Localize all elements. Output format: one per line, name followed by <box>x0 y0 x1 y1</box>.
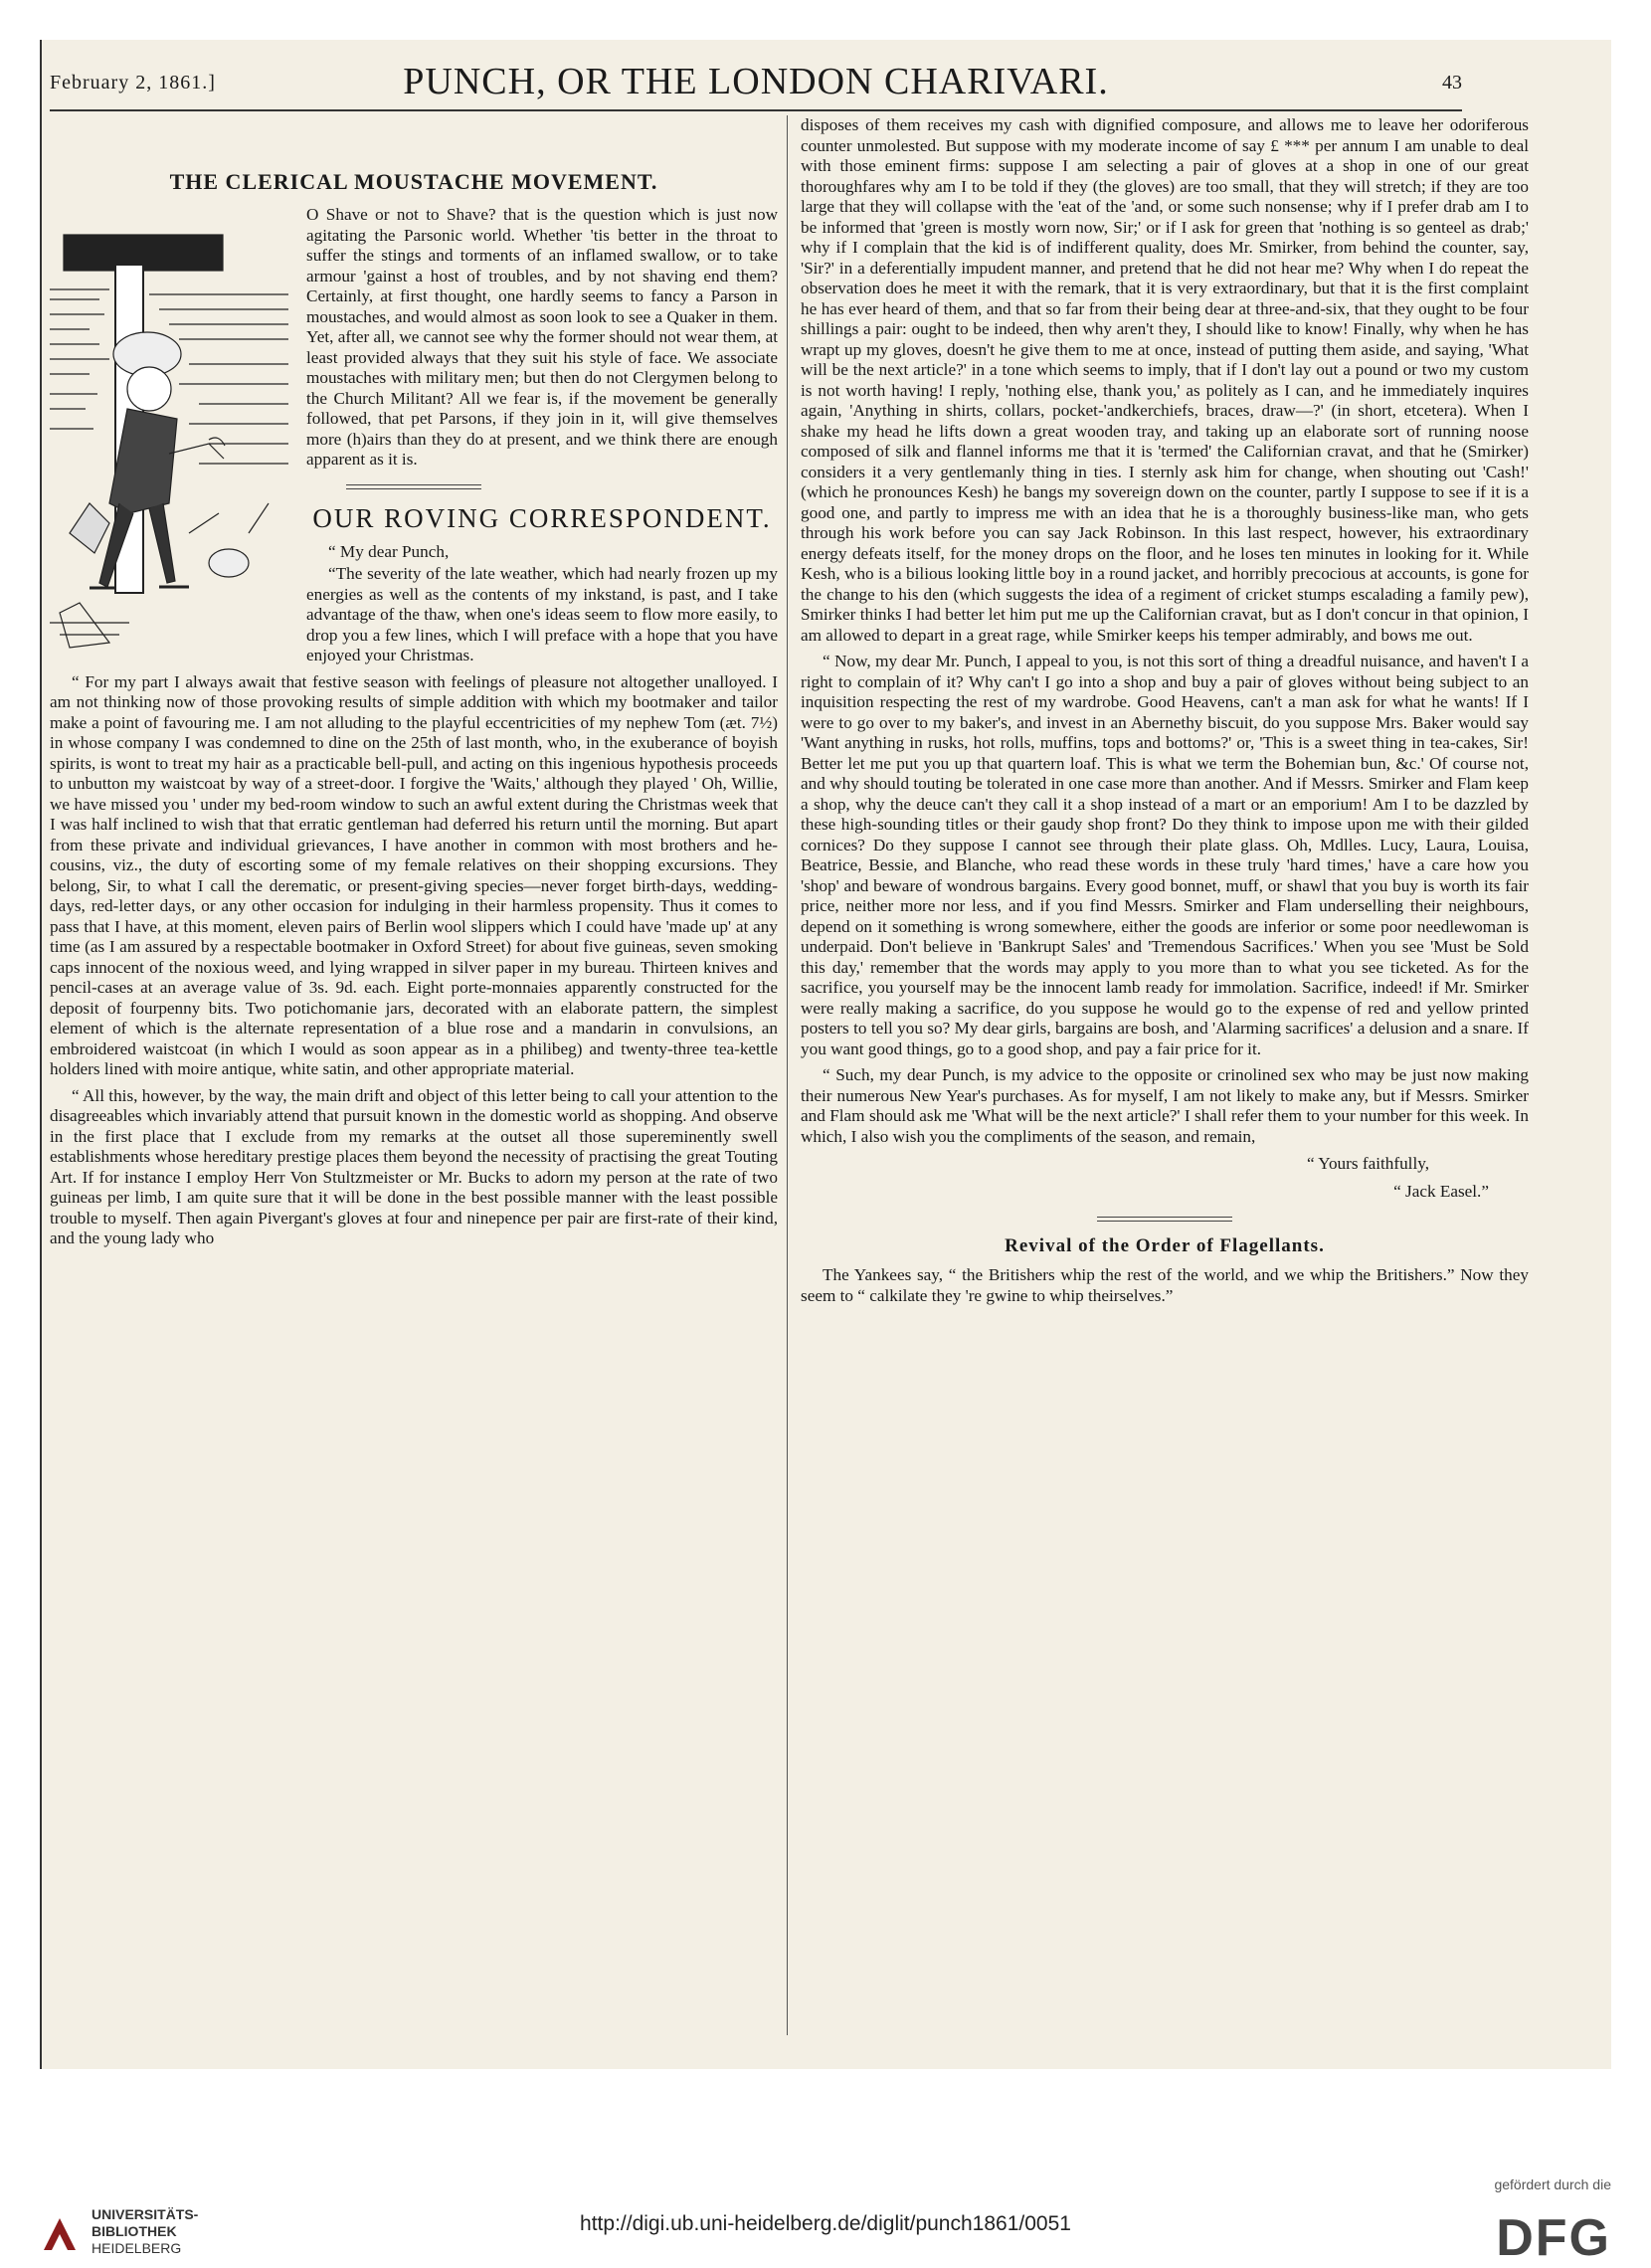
paragraph: “ Now, my dear Mr. Punch, I appeal to you, is not this sort of thing a dreadful nuisance, and haven't I a right to complain of it? Why can't I go into a shop and buy a pair of gloves without being subject to an inquisition respecting the rest of my wardrobe. Good Heavens, can't a man ask for what he wants! If I were to go over to my baker's, and invest in an Abernethy biscuit, do you suppose Mrs. Baker would say 'Want anything in rusks, hot rolls, muffins, tops and bottoms?' or, 'This is a sweet thing in tea-cakes, Sir! Better let me put you up that quartern loaf. This is what we term the Bohemian bun, &c.' Of course not, and why should touting be tolerated in one case more than another. And if Messrs. Smirker and Flam keep a shop, why the deuce can't they call it a shop instead of a mart or an emporium! Am I to be dazzled by these high-sounding titles or their gaudy shop front? Do they think to impose upon me with their gilded cornices? Do they suppose I cannot see through their plate glass. Oh, Mdlles. Lucy, Laura, Louisa, Beatrice, Bessie, and Blanche, who read these words in these truly 'hard times,' have a care how you 'shop' and beware of wondrous bargains. Every good bonnet, muff, or shawl that you buy is worth its fair price, neither more nor less, and if you find Messrs. Smirker and Flam underselling their neighbours, depend on it something is wrong somewhere, either the goods are inferior or some poor needlewoman is underpaid. Don't believe in 'Bankrupt Sales' and 'Tremendous Sacrifices.' When you see 'Must be Sold this day,' remember that the words may apply to you more than to what you see ticketed. As for the sacrifice, you yourself may be the innocent lamb ready for immolation. Sacrifice, indeed! if Mr. Smirker were really making a sacrifice, do you suppose he would go to the expense of red and yellow printed posters to tell you so? My dear girls, bargains are bosh, and 'Alarming sacrifices' a delusion and a snare. If you want good things, go to a good shop, and pay a fair price for it. <box>801 652 1529 1058</box>
library-logo-icon <box>40 2214 80 2254</box>
section-divider <box>1097 1217 1232 1222</box>
article-body: O Shave or not to Shave? that is the question which is just now agitating the Parsonic world. Whether 'tis better in the throat to suffer the stings and torments of an inflamed swallow, or to take armour 'gainst a host of troubles, and by not shaving end them? Certainly, at first thought, one hardly seems to fancy a Parson in moustaches, and would almost as soon look to see a Quaker in them. Yet, after all, we cannot see why the former should not wear them, at least provided always that they suit his style of face. We associate moustaches with military men; but then do not Clergymen belong to the Church Militant? All we fear is, if the movement be generally followed, that pet Parsons, if they join in it, will give themselves more (h)airs than they do at present, and we think there are enough apparent as it is. <box>306 205 778 469</box>
running-header <box>50 56 1462 107</box>
parson-shaving-drawing <box>50 205 292 662</box>
salutation: “ My dear Punch, <box>328 541 450 561</box>
article-title: THE CLERICAL MOUSTACHE MOVEMENT. <box>169 169 658 194</box>
woodcut-illustration <box>50 205 292 662</box>
left-column <box>50 115 778 1255</box>
page-edge <box>40 40 42 2069</box>
article-clerical-moustache <box>50 205 778 471</box>
paragraph: “ For my part I always await that festive season with feelings of pleasure not altogether unalloyed. I am not thinking now of those provoking results of simple addition with which my bootmaker and tailor make a point of favouring me. I am not alluding to the playful eccentricities of my nephew Tom (æt. 7½) in whose company I was condemned to dine on the 25th of last month, who, in the exuberance of boyish spirits, is wont to treat my hair as a practicable bell-pull, and acting on this ingenious hypothesis proceeds to unbutton my waistcoat by way of a street-door. I forgive the 'Waits,' although they played ' Oh, Willie, we have missed you ' under my bed-room window to such an awful extent during the Christmas week that I was half inclined to wish that that erratic gentleman had deferred his return until the morning. But apart from these private and individual grievances, I have another in common with most brothers and he-cousins, viz., the duty of escorting some of my female relatives on their shopping excursions. They belong, Sir, to what I call the derematic, or present-giving species—never forget birth-days, wedding-days, red-letter days, or any other occasion for indulging in their harmless propensity. Thus it comes to pass that I have, at this moment, eleven pairs of Berlin wool slippers which I could have 'made up' at any time (as I am assured by a respectable bootmaker in Oxford Street) for about five guineas, seven smoking caps innocent of the noxious weed, and lying wrapped in silver paper in my bureau. Thirteen knives and pencil-cases at an average value of 3s. 9d. each. Eight porte-monnaies apparently constructed for the deposit of fourpenny bits. Two potichomanie jars, decorated with an elaborate pattern, the simplest element of which is the alternate representation of a blue rose and a mandarin in convulsions, an embroidered waistcoat (in which I would as soon appear as in a philibeg) and twenty-three tea-kettle holders lined with moire antique, white satin, and other appropriate material. <box>50 671 778 1078</box>
section-divider <box>346 484 481 489</box>
page-number: 43 <box>1442 72 1462 94</box>
column-rule <box>787 115 788 2035</box>
signoff-signature: “ Jack Easel.” <box>1393 1182 1489 1201</box>
article-title: Revival of the Order of Flagellants. <box>1005 1235 1325 1256</box>
library-name-line: UNIVERSITÄTS- <box>92 2206 199 2222</box>
magazine-title: PUNCH, OR THE LONDON CHARIVARI. <box>403 61 1109 102</box>
dfg-logo: DFG <box>1496 2209 1611 2267</box>
paragraph: “The severity of the late weather, which had nearly frozen up my energies as well as the contents of my inkstand, is past, and I take advantage of the thaw, when one's ideas seem to flow more easily, to drop you a few lines, which I will preface with a hope that you have enjoyed your Christmas. <box>306 564 778 664</box>
funded-by-label: gefördert durch die <box>1494 2176 1611 2192</box>
signoff-closing: “ Yours faithfully, <box>1306 1154 1429 1173</box>
paragraph: The Yankees say, “ the Britishers whip the rest of the world, and we whip the Britishers.” Now they seem to “ calkilate they 're gwine to whip theirselves.” <box>801 1265 1529 1305</box>
article-title: OUR ROVING CORRESPONDENT. <box>312 502 772 533</box>
issue-date: February 2, 1861.] <box>50 72 216 94</box>
source-url-link[interactable]: http://digi.ub.uni-heidelberg.de/diglit/punch1861/0051 <box>580 2212 1071 2235</box>
paragraph: “ All this, however, by the way, the main drift and object of this letter being to call your attention to the disagreeables which invariably attend that pursuit known in the domestic world as shopping. And observe in the first place that I exclude from my remarks at the outset all those supereminently swell establishments whose hereditary prestige places them beyond the necessity of practising the great Touting Art. If for instance I employ Herr Von Stultzmeister or Mr. Bucks to adorn my person at the rate of two guineas per limb, I am quite sure that it will be done in the best possible manner with the least possible trouble to myself. Then again Pivergant's gloves at four and ninepence per pair are first-rate of their kind, and the young lady who <box>50 1085 778 1247</box>
right-column <box>801 115 1529 1312</box>
paragraph: disposes of them receives my cash with dignified composure, and allows me to leave her odoriferous counter unmolested. But suppose with my moderate income of say £ *** per annum I am unable to deal with those eminent firms: suppose I am selecting a pair of gloves at a shop in one of our great thoroughfares why am I to be told if they (the gloves) are too small, that they will stretch; if they are too large that they will collapse with the 'eat of the 'and, or some such nonsense; why if I prefer drab am I to be informed that 'green is mostly worn now, Sir;' or if I ask for green that 'nothing is so genteel as drab;' why if I complain that the kid is of indifferent quality, does Mr. Smirker, from behind the counter, say, 'Sir?' in a deferentially impudent manner, and pretend that he did not hear me? Why when I do repeat the observation does he meet it with the remark, that it is very extraordinary, but that it is the first complaint he has ever heard of them, and that so far from their being dear at three-and-six, that they ought to be four shillings a pair: ought to be indeed, then why aren't they, I should like to know! Finally, why when he has wrapt up my gloves, doesn't he give them to me at once, instead of putting them aside, and saying, 'What will be the next article?' in a tone which seems to imply, that if I don't lay out a pound or two my custom is not worth having! I reply, 'nothing else, thank you,' as politely as I can, and he immediately inquires again, 'Anything in shirts, collars, pocket-'andkerchiefs, braces, draw—?' (in short, etcetera). When I shake my head he lifts down a great wooden tray, and taking up an elaborate sort of running noose composed of silk and flannel informs me that it is 'termed' the Californian cravat, and that he (Smirker) considers it a very gentlemanly thing in ties. I sternly ask him for change, when shouting out 'Cash!' (which he pronounces Kesh) he bangs my sovereign down on the counter, partly I suppose to see if it is a good one, and partly to impress me with an idea that he is a thoroughly business-like man, who gets through his work before you can say Jack Robinson. In this last respect, however, his extraordinary energy defeats itself, for the money drops on the floor, and he loses ten minutes in looking for it. While Kesh, who is a bilious looking little boy in a round jacket, and horribly precocious at accounts, is gone for the change to his den (which suggests the idea of a regiment of cricket stumps escalading a family pew), Smirker thinks I had better let him put me up the Californian cravat, but as I don't concur in that opinion, I am allowed to depart in a great rage, while Smirker keeps his temper admirably, and bows me out. <box>801 115 1529 645</box>
library-name-line: HEIDELBERG <box>92 2240 182 2256</box>
library-name-line: BIBLIOTHEK <box>92 2223 177 2239</box>
library-name <box>92 2206 198 2257</box>
paragraph: “ Such, my dear Punch, is my advice to the opposite or crinolined sex who may be just now making their numerous New Year's purchases. As for myself, I am not likely to make any, but if Messrs. Smirker and Flam should ask me 'What will be the next article?' I shall refer them to your number for this week. In which, I also wish you the compliments of the season, and remain, <box>801 1065 1529 1146</box>
header-rule <box>50 109 1462 111</box>
